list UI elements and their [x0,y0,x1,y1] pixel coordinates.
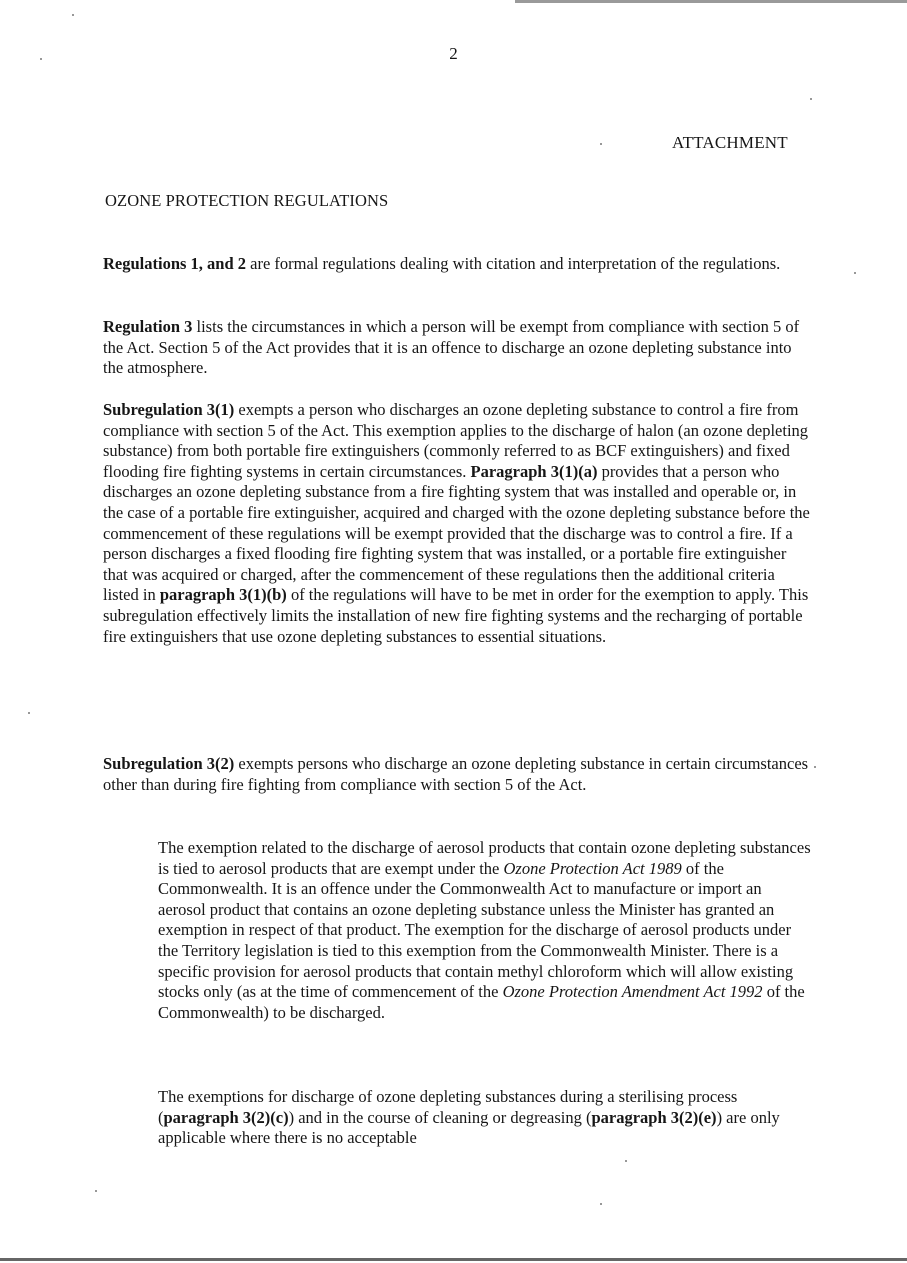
scan-speck [814,766,816,768]
bold-term: Regulations 1, and 2 [103,254,247,273]
bold-term: Subregulation 3(1) [103,400,235,419]
paragraph-subregulation-3-2 [103,754,813,795]
scan-speck [28,712,30,714]
paragraph-text: provides that a person who discharges an ozone depleting substance from a fire fighting system that was installed and operable or, in the case of a portable fire extinguisher, acquired and charged with the ozone depleting substance before the commencement of these regulations will be exempt provided that the discharge was to control a fire. If a person discharges a fixed flooding fire fighting system that was installed, or a portable fire extinguisher that was acquired or charged, after the commencement of these regulations then the additional criteria listed in [103,461,810,605]
bold-term: paragraph 3(1)(b) [159,585,287,605]
document-title: OZONE PROTECTION REGULATIONS [105,191,389,210]
bold-term: Subregulation 3(2) [103,754,235,773]
paragraph-text: exempts persons who discharge an ozone depleting substance in certain circumstances other than during fire fighting from compliance with section 5 of the Act. [103,754,809,794]
paragraph-regulation-3 [103,317,813,379]
scan-speck [600,1203,602,1205]
scan-speck [854,272,856,274]
paragraph-text: ) and in the course of cleaning or degreasing ( [288,1107,592,1127]
paragraph-sterilising-cleaning [158,1087,813,1149]
paragraph-text: ) are only applicable where there is no acceptable [158,1107,780,1148]
paragraph-text: lists the circumstances in which a person will be exempt from compliance with section 5 of the Act. Section 5 of the Act provides that it is an offence to discharge an ozone depleting substance into the atmosphere. [103,317,800,378]
scan-speck [40,58,42,60]
scan-speck [72,14,74,16]
italic-act-title: Ozone Protection Act 1989 [503,858,682,878]
scan-speck [600,143,602,145]
scan-speck [810,98,812,100]
paragraph-aerosol-exemption [158,838,813,1023]
paragraph-text: exempts a person who discharges an ozone depleting substance to control a fire from compliance with section 5 of the Act. This exemption applies to the discharge of halon (an ozone depleting substance) from both portable fire extinguishers (commonly referred to as BCF extinguishers) and fixed flooding fire fighting systems in certain circumstances. [103,400,809,481]
scan-speck [625,1160,627,1162]
bold-term: paragraph 3(2)(e) [591,1107,717,1127]
bold-term: Regulation 3 [103,317,193,336]
bottom-scan-edge [0,1258,907,1261]
page-number: 2 [449,44,458,63]
scan-speck [95,1190,97,1192]
italic-act-title: Ozone Protection Amendment Act 1992 [502,982,763,1002]
paragraph-text: of the regulations will have to be met in order for the exemption to apply. This subregulation effectively limits the installation of new fire fighting systems and the recharging of portable fire extinguishers that use ozone depleting substances to essential situations. [103,585,809,646]
paragraph-subregulation-3-1 [103,400,813,647]
attachment-label: ATTACHMENT [672,133,788,152]
paragraph-regulations-1-2 [103,254,813,275]
paragraph-text: are formal regulations dealing with citation and interpretation of the regulations. [246,254,781,273]
paragraph-text: The exemptions for discharge of ozone depleting substances during a sterilising process ( [158,1087,738,1127]
bold-term: Paragraph 3(1)(a) [470,461,598,481]
top-scan-edge [515,0,907,3]
bold-term: paragraph 3(2)(c) [163,1107,289,1127]
paragraph-text: of the Commonwealth. It is an offence under the Commonwealth Act to manufacture or import an aerosol product that contains an ozone depleting substance unless the Minister has granted an exemption in respect of that product. The exemption for the discharge of aerosol products under the Territory legislation is tied to this exemption from the Commonwealth Minister. There is a specific provision for aerosol products that contain methyl chloroform which will allow existing stocks only (as at the time of commencement of the [158,858,794,1002]
paragraph-text: of the Commonwealth) to be discharged. [158,982,805,1022]
paragraph-text: The exemption related to the discharge of aerosol products that contain ozone depleting substances is tied to aerosol products that are exempt under the [158,838,811,878]
